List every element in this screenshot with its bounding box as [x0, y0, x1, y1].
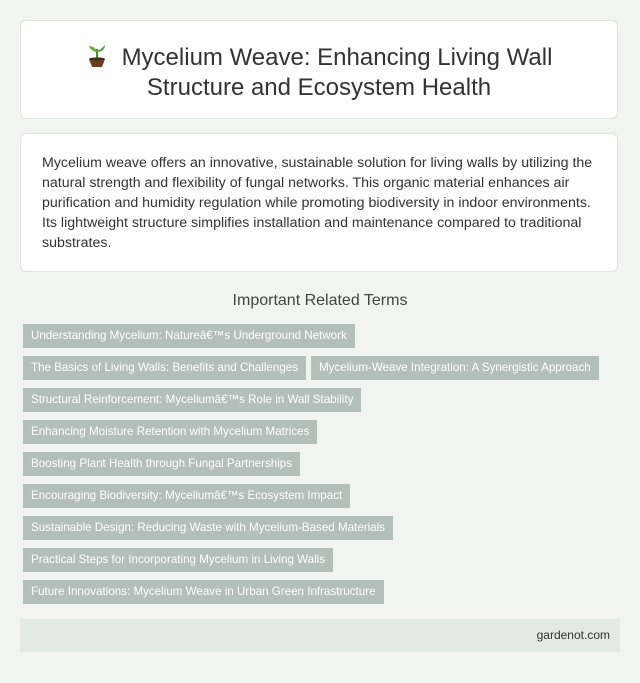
- tag-row: [23, 516, 398, 540]
- related-term-tag[interactable]: Enhancing Moisture Retention with Mycelium Matrices: [23, 420, 317, 444]
- tag-row: [23, 388, 366, 412]
- description-card: [20, 133, 618, 272]
- related-term-tag[interactable]: Structural Reinforcement: Myceliumâ€™s Role in Wall Stability: [23, 388, 361, 412]
- footer: [20, 619, 620, 652]
- related-term-tag[interactable]: Future Innovations: Mycelium Weave in Urban Green Infrastructure: [23, 580, 384, 604]
- related-term-tag[interactable]: Understanding Mycelium: Natureâ€™s Underground Network: [23, 324, 355, 348]
- tag-row: [23, 324, 360, 348]
- related-term-tag[interactable]: Practical Steps for Incorporating Mycelium in Living Walls: [23, 548, 333, 572]
- tag-row: [23, 580, 389, 604]
- related-term-tag[interactable]: The Basics of Living Walls: Benefits and Challenges: [23, 356, 306, 380]
- tag-row: [23, 452, 305, 476]
- tag-row: [23, 484, 355, 508]
- title-card: [20, 20, 618, 119]
- tag-row: [23, 420, 322, 444]
- tag-row: [23, 356, 604, 380]
- description-text: Mycelium weave offers an innovative, sustainable solution for living walls by utilizing the natural strength and flexibility of fungal networks. This organic material enhances air purification and humidity regulation while promoting biodiversity in indoor environments. Its lightweight structure simplifies installation and maintenance compared to traditional substrates.: [42, 155, 593, 251]
- related-term-tag[interactable]: Boosting Plant Health through Fungal Partnerships: [23, 452, 300, 476]
- related-terms-heading: Important Related Terms: [232, 292, 408, 309]
- title-line-2: Structure and Ecosystem Health: [146, 74, 492, 101]
- title-line-1: [21, 43, 617, 73]
- related-term-tag[interactable]: Sustainable Design: Reducing Waste with Mycelium-Based Materials: [23, 516, 393, 540]
- page-title: [21, 43, 617, 103]
- related-term-tag[interactable]: Mycelium-Weave Integration: A Synergistic Approach: [311, 356, 599, 380]
- related-term-tag[interactable]: Encouraging Biodiversity: Myceliumâ€™s Ecosystem Impact: [23, 484, 350, 508]
- title-text-1: Mycelium Weave: Enhancing Living Wall: [121, 44, 553, 71]
- tag-row: [23, 548, 338, 572]
- sprout-icon: [86, 44, 108, 68]
- footer-site-link[interactable]: gardenot.com: [536, 628, 610, 642]
